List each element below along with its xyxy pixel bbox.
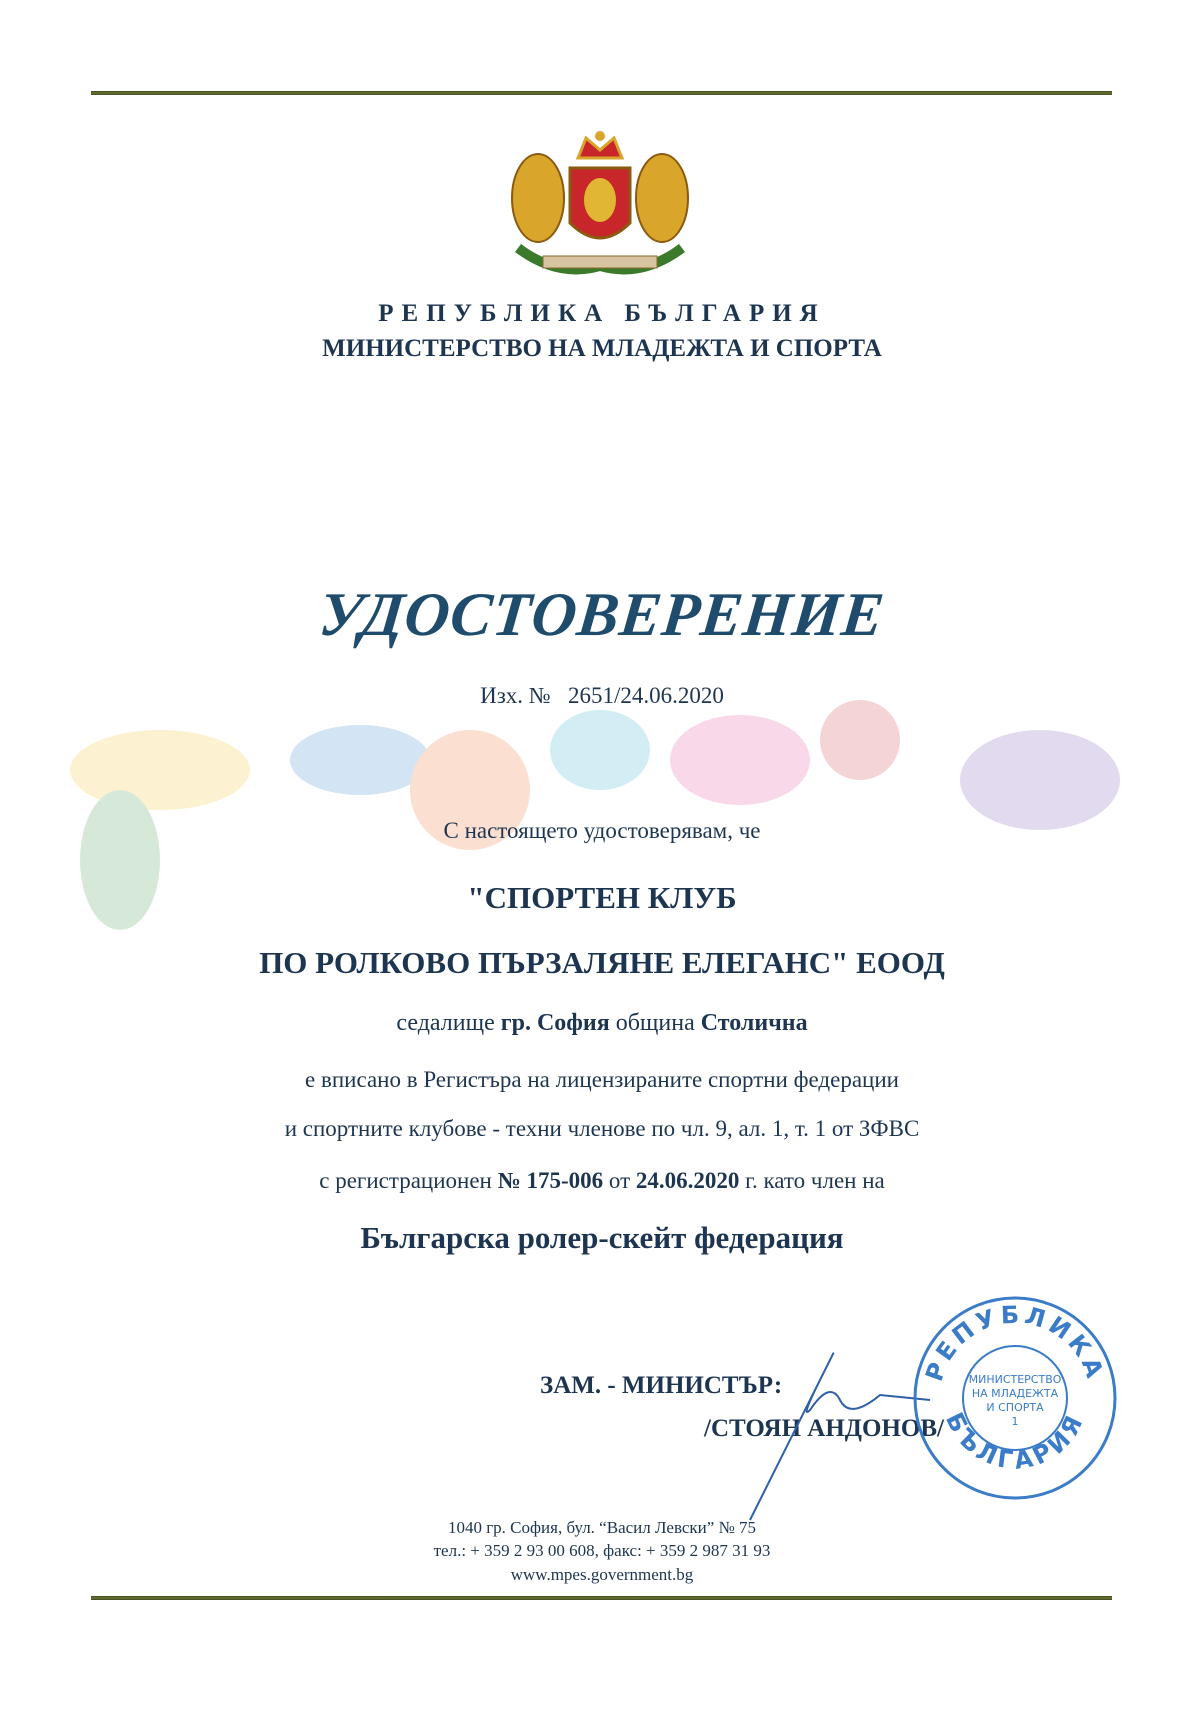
signatory-name: /СТОЯН АНДОНОВ/: [704, 1415, 944, 1442]
seat-prefix: седалище: [396, 1010, 501, 1036]
club-name-line1: "СПОРТЕН КЛУБ: [467, 880, 737, 915]
body-line-2: и спортните клубове - техни членове по чл. 9, ал. 1, т. 1 от ЗФВС: [284, 1116, 920, 1141]
stamp-inner-1: МИНИСТЕРСТВО: [968, 1373, 1062, 1386]
seat-mid: община: [609, 1010, 701, 1036]
bottom-rule: [91, 1596, 1112, 1600]
stamp-inner-3: И СПОРТА: [986, 1401, 1044, 1414]
stamp-outer-bottom: БЪЛГАРИЯ: [940, 1408, 1090, 1475]
footer-phones: тел.: + 359 2 93 00 608, факс: + 359 2 987 31 93: [433, 1541, 771, 1560]
intro-text: С настоящето удостоверявам, че: [443, 818, 761, 843]
registration-line: [0, 1168, 1204, 1194]
reg-prefix: с регистрационен: [319, 1168, 498, 1193]
footer-website[interactable]: www.mpes.government.bg: [510, 1565, 694, 1584]
official-stamp: [910, 1293, 1120, 1503]
top-rule: [91, 91, 1112, 95]
seat-city: гр. София: [500, 1010, 610, 1036]
stamp-outer-top: РЕПУБЛИКА: [920, 1300, 1110, 1385]
coat-of-arms-emblem: [498, 128, 702, 278]
country-heading: РЕПУБЛИКА БЪЛГАРИЯ: [378, 300, 826, 327]
footer-address: 1040 гр. София, бул. “Васил Левски” № 75: [447, 1518, 757, 1537]
signatory-position: ЗАМ. - МИНИСТЪР:: [540, 1372, 783, 1399]
ministry-heading: МИНИСТЕРСТВО НА МЛАДЕЖТА И СПОРТА: [322, 335, 882, 362]
federation-name: Българска ролер-скейт федерация: [360, 1220, 844, 1255]
document-title: УДОСТОВЕРЕНИЕ: [316, 581, 888, 649]
reg-mid: от: [603, 1168, 636, 1193]
seat-line: [0, 1010, 1204, 1037]
stamp-inner-number: 1: [1011, 1415, 1019, 1428]
seat-municipality: Столична: [700, 1010, 808, 1036]
reg-suffix: г. като член на: [739, 1168, 885, 1193]
club-name-line2: ПО РОЛКОВО ПЪРЗАЛЯНЕ ЕЛЕГАНС" ЕООД: [259, 945, 945, 980]
reference-value: 2651/24.06.2020: [568, 683, 724, 708]
reg-number: № 175-006: [497, 1168, 604, 1193]
stamp-inner-2: НА МЛАДЕЖТА: [971, 1387, 1059, 1400]
reg-date: 24.06.2020: [635, 1168, 740, 1193]
reference-label: Изх. №: [480, 683, 551, 708]
body-line-1: е вписано в Регистъра на лицензираните спортни федерации: [305, 1067, 899, 1092]
